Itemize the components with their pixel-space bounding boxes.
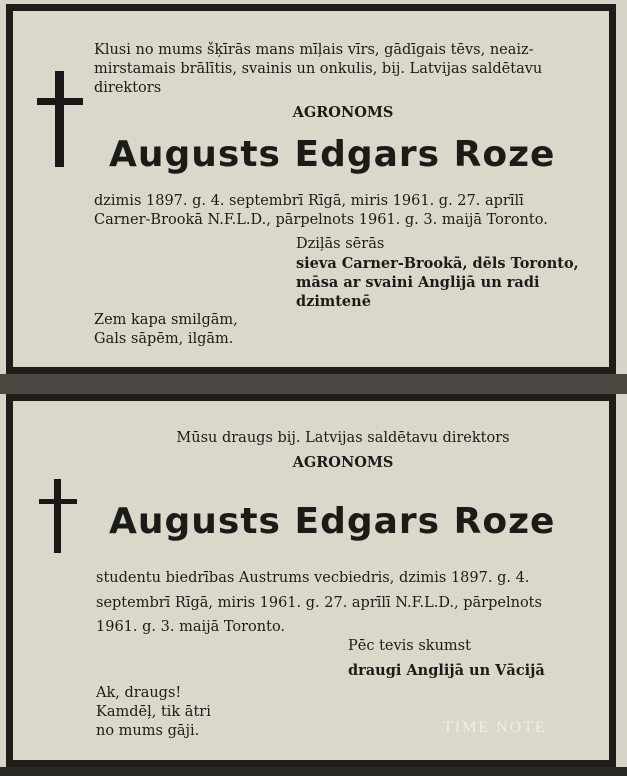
deceased-name: Augusts Edgars Roze [109, 501, 556, 542]
verse-line-1: Zem kapa smilgām, [94, 312, 238, 328]
intro-line-2: mirstamais brālītis, svainis un onkulis, bij. Latvijas saldētavu [94, 61, 543, 77]
mourning-intro: Dziļās sērās [296, 236, 385, 252]
intro-line-3: direktors [94, 80, 162, 96]
bio-line-2: Carner-Brookā N.F.L.D., pārpelnots 1961. g. 3. maijā Toronto. [94, 212, 548, 228]
intro-line-1: Klusi no mums šķīrās mans mīļais vīrs, gādīgais tēvs, neaiz- [94, 42, 534, 58]
deceased-name: Augusts Edgars Roze [109, 134, 556, 175]
bio-line-2: septembrī Rīgā, miris 1961. g. 27. aprīlī N.F.L.D., pārpelnots [96, 595, 542, 611]
verse-line-3: no mums gāji. [96, 723, 200, 739]
bio-line-3: 1961. g. 3. maijā Toronto. [96, 619, 286, 635]
watermark: TIME NOTE [443, 719, 547, 736]
title-label: AGRONOMS [292, 454, 394, 471]
title-label: AGRONOMS [292, 104, 394, 121]
cross-icon [37, 71, 87, 167]
intro-line: Mūsu draugs bij. Latvijas saldētavu direktors [176, 430, 510, 446]
verse-line-2: Kamdēļ, tik ātri [96, 704, 211, 720]
separator-band [0, 374, 627, 394]
obituary-notice-2 [6, 394, 616, 767]
bio-line-1: dzimis 1897. g. 4. septembrī Rīgā, miris 1961. g. 27. aprīlī [94, 193, 524, 209]
mourners-line-3: dzimtenē [296, 293, 371, 310]
bottom-band [0, 767, 627, 776]
mourners: draugi Anglijā un Vācijā [348, 662, 545, 679]
mourners-line-2: māsa ar svaini Anglijā un radi [296, 274, 540, 291]
cross-icon [39, 479, 79, 553]
verse-line-1: Ak, draugs! [96, 685, 182, 701]
mourners-line-1: sieva Carner-Brookā, dēls Toronto, [296, 255, 579, 272]
mourning-intro: Pēc tevis skumst [348, 638, 471, 654]
obituary-notice-1 [6, 4, 616, 374]
verse-line-2: Gals sāpēm, ilgām. [94, 331, 234, 347]
bio-line-1: studentu biedrības Austrums vecbiedris, dzimis 1897. g. 4. [96, 570, 530, 586]
